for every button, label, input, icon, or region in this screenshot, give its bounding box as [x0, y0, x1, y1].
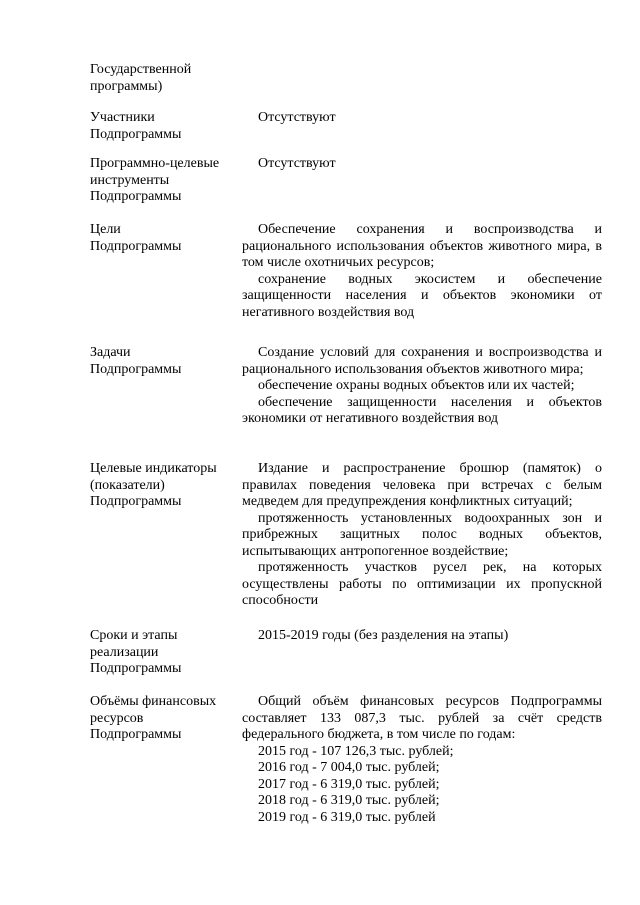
row-label: Участники Подпрограммы [90, 110, 182, 142]
row-content [242, 222, 602, 321]
row-label: Целевые индикаторы (показатели) Подпрограммы [90, 461, 217, 509]
content-paragraph: Обеспечение сохранения и воспроизводства и рационального использования объектов животного мира, в том числе охотничьих ресурсов; [242, 222, 602, 270]
content-paragraph: Отсутствуют [258, 110, 336, 125]
content-paragraph: Создание условий для сохранения и воспроизводства и рационального использования объектов животного мира; [242, 345, 602, 377]
row-label: Цели Подпрограммы [90, 222, 182, 254]
content-paragraph: протяженность установленных водоохранных зон и прибрежных защитных полос водных объектов, испытывающих антропогенное воздействие; [242, 510, 602, 559]
row-label: Программно-целевые инструменты Подпрограммы [90, 156, 220, 204]
row-content [242, 461, 602, 610]
content-paragraph: 2018 год - 6 319,0 тыс. рублей; [258, 793, 440, 808]
content-paragraph: Общий объём финансовых ресурсов Подпрограммы составляет 133 087,3 тыс. рублей за счёт средств федерального бюджета, в том числе по годам: [242, 694, 602, 742]
row-label: Сроки и этапы реализации Подпрограммы [90, 628, 182, 676]
row-label: Государственной программы) [90, 62, 192, 94]
content-paragraph: Отсутствуют [258, 156, 336, 171]
content-paragraph: 2015-2019 годы (без разделения на этапы) [258, 628, 509, 643]
row-content [242, 110, 602, 127]
content-paragraph: 2019 год - 6 319,0 тыс. рублей [258, 809, 436, 825]
row-label: Задачи Подпрограммы [90, 345, 182, 377]
content-paragraph: Издание и распространение брошюр (памяток) о правилах поведения человека при встречах с белым медведем для предупреждения конфликтных ситуаций; [242, 461, 602, 509]
content-paragraph: сохранение водных экосистем и обеспечение защищенности населения и объектов экономики от негативного воздействия вод [242, 271, 602, 320]
content-paragraph: 2015 год - 107 126,3 тыс. рублей; [258, 743, 454, 759]
content-paragraph: протяженность участков русел рек, на которых осуществлены работы по оптимизации их пропускной способности [242, 560, 602, 608]
row-content [242, 628, 602, 645]
row-content [242, 694, 602, 826]
content-paragraph: 2017 год - 6 319,0 тыс. рублей; [258, 776, 440, 792]
row-content [242, 345, 602, 428]
row-content [242, 156, 602, 173]
content-paragraph: обеспечение охраны водных объектов или их частей; [258, 378, 575, 393]
content-paragraph: обеспечение защищенности населения и объектов экономики от негативного воздействия вод [242, 394, 602, 426]
content-paragraph: 2016 год - 7 004,0 тыс. рублей; [258, 760, 440, 775]
row-label: Объёмы финансовых ресурсов Подпрограммы [90, 694, 217, 742]
